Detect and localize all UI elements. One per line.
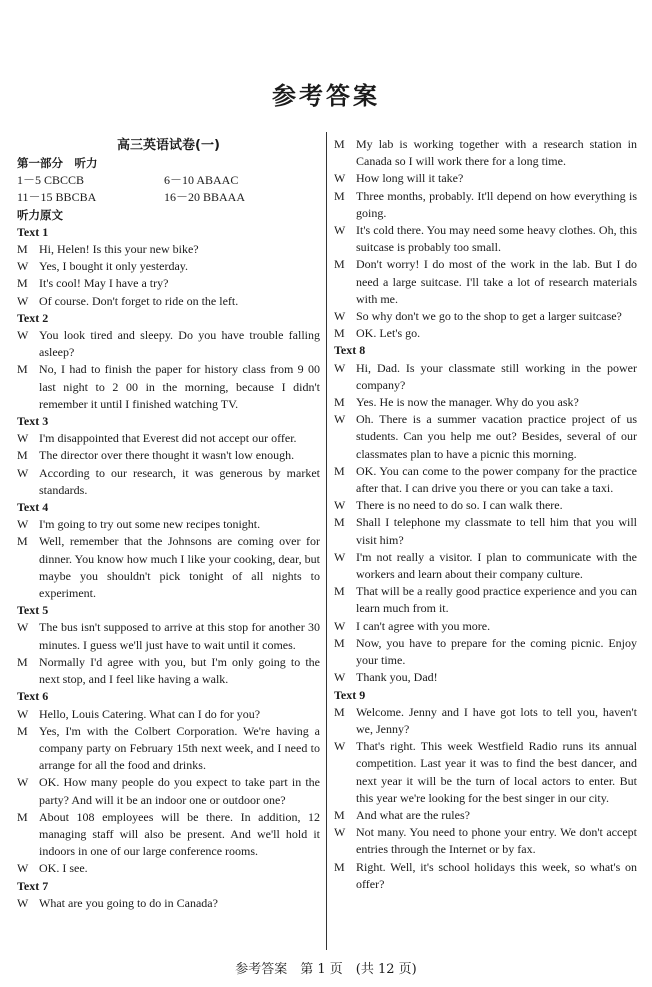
utterance-text: I'm not really a visitor. I plan to communicate with the workers and learn about their company culture. — [356, 549, 637, 582]
utterance-text: That will be a really good practice experience and you can learn much from it. — [356, 584, 637, 616]
speaker-label: W — [334, 739, 346, 754]
dialogue-line — [17, 619, 320, 653]
dialogue-line — [334, 859, 637, 893]
utterance-text: OK. Let's go. — [356, 326, 421, 341]
dialogue-line — [17, 723, 320, 775]
speaker-label: W — [17, 620, 29, 635]
dialogue-line — [334, 704, 637, 738]
speaker-label: M — [334, 635, 345, 650]
transcript-block — [17, 499, 320, 602]
dialogue-line — [334, 222, 637, 256]
utterance-text: How long will it take? — [356, 171, 464, 186]
speaker-label: W — [334, 618, 346, 633]
utterance-text: Hi, Dad. Is your classmate still working in the power company? — [356, 360, 637, 392]
text-label: Text 4 — [17, 500, 49, 515]
section-title: 高三英语试卷(一) — [117, 138, 220, 153]
dialogue-line — [334, 497, 637, 514]
utterance-text: Thank you, Dad! — [356, 670, 438, 685]
dialogue-line — [17, 706, 320, 723]
speaker-label: W — [17, 895, 29, 910]
utterance-text: No, I had to finish the paper for history class from 9 00 last night to 2 00 in the morning, because I didn't remember it until I finished watching TV. — [39, 362, 320, 411]
speaker-label: M — [17, 809, 28, 824]
page-title: 参考答案 — [272, 82, 380, 110]
speaker-label: M — [17, 723, 28, 738]
dialogue-line — [17, 465, 320, 499]
speaker-label: M — [17, 534, 28, 549]
utterance-text: My lab is working together with a research station in Canada so I will work there for a long time. — [356, 137, 637, 169]
text-label: Text 1 — [17, 224, 49, 239]
dialogue-line — [17, 258, 320, 275]
speaker-label: W — [17, 517, 29, 532]
dialogue-line — [17, 361, 320, 413]
dialogue-line — [17, 447, 320, 464]
utterance-text: Well, remember that the Johnsons are coming over for dinner. You know how much I like your cooking, dear, but maybe you shouldn't pick tonight of all nights to experiment. — [39, 534, 320, 601]
utterance-text: Welcome. Jenny and I have got lots to tell you, haven't we, Jenny? — [356, 704, 637, 736]
dialogue-line — [334, 514, 637, 548]
utterance-text: I'm disappointed that Everest did not accept our offer. — [39, 431, 297, 446]
speaker-label: M — [334, 137, 345, 151]
dialogue-line — [334, 824, 637, 858]
speaker-label: W — [17, 431, 29, 446]
text-label: Text 6 — [17, 689, 49, 704]
speaker-label: M — [17, 276, 28, 291]
text-label: Text 9 — [334, 687, 366, 702]
utterance-text: I can't agree with you more. — [356, 618, 491, 633]
utterance-text: Now, you have to prepare for the coming picnic. Enjoy your time. — [356, 635, 637, 668]
dialogue-line — [334, 463, 637, 497]
utterance-text: Right. Well, it's school holidays this week, so what's on offer? — [356, 859, 637, 891]
column-divider — [326, 132, 327, 950]
utterance-text: OK. You can come to the power company for the practice after that. I can drive you there or you can take a taxi. — [356, 463, 637, 496]
utterance-text: About 108 employees will be there. In addition, 12 managing staff will also be present. And we'll hold it indoors in one of our large conference rooms. — [39, 809, 320, 859]
speaker-label: W — [334, 223, 346, 238]
speaker-label: W — [17, 293, 29, 308]
speaker-label: W — [334, 309, 346, 324]
dialogue-line — [334, 807, 637, 824]
utterance-text: Yes. He is now the manager. Why do you ask? — [356, 395, 579, 410]
dialogue-line — [334, 325, 637, 342]
answer-group: 16－20 BBAAA — [164, 190, 246, 205]
text-label: Text 5 — [17, 603, 49, 618]
utterance-text: That's right. This week Westfield Radio runs its annual competition. Last year it was to find the best dancer, and next year it will be the turn of local actors to enter. But this year we're looking for the best singer in our city. — [356, 739, 637, 805]
text-label: Text 3 — [17, 414, 49, 429]
left-transcripts — [17, 224, 320, 912]
text-label: Text 2 — [17, 310, 49, 325]
dialogue-line — [334, 170, 637, 187]
speaker-label: W — [334, 498, 346, 513]
utterance-text: Hello, Louis Catering. What can I do for you? — [39, 706, 261, 721]
speaker-label: M — [334, 584, 345, 599]
dialogue-line — [334, 394, 637, 411]
dialogue-line — [17, 860, 320, 877]
answer-key — [17, 172, 320, 206]
utterance-text: Of course. Don't forget to ride on the left. — [39, 293, 239, 308]
right-transcripts — [334, 342, 637, 893]
speaker-label: W — [334, 825, 346, 840]
utterance-text: It's cold there. You may need some heavy clothes. Oh, this suitcase is probably too small. — [356, 223, 637, 255]
speaker-label: M — [334, 463, 345, 478]
speaker-label: M — [334, 395, 345, 410]
dialogue-line — [17, 533, 320, 602]
dialogue-line — [334, 360, 637, 394]
dialogue-line — [17, 516, 320, 533]
utterance-text: What are you going to do in Canada? — [39, 895, 218, 910]
speaker-label: W — [334, 171, 346, 186]
transcript-block — [17, 413, 320, 499]
right-column — [334, 136, 637, 893]
speaker-label: M — [17, 654, 28, 669]
transcript-label: 听力原文 — [17, 207, 63, 222]
answer-group: 11－15 BBCBA — [17, 190, 97, 205]
utterance-text: According to our research, it was generous by market standards. — [39, 465, 320, 497]
speaker-label: M — [334, 257, 345, 272]
dialogue-line — [334, 738, 637, 807]
utterance-text: OK. I see. — [39, 861, 88, 876]
dialogue-line — [334, 583, 637, 617]
speaker-label: M — [334, 515, 345, 530]
speaker-label: M — [334, 807, 345, 822]
dialogue-line — [334, 136, 637, 170]
speaker-label: M — [334, 859, 345, 874]
dialogue-line — [17, 293, 320, 310]
speaker-label: W — [334, 670, 346, 685]
speaker-label: W — [334, 360, 346, 375]
utterance-text: OK. How many people do you expect to take part in the party? And will it be an indoor one or outdoor one? — [39, 775, 320, 807]
dialogue-line — [17, 654, 320, 688]
dialogue-line — [334, 549, 637, 583]
utterance-text: Hi, Helen! Is this your new bike? — [39, 242, 199, 257]
utterance-text: So why don't we go to the shop to get a larger suitcase? — [356, 309, 622, 324]
utterance-text: And what are the rules? — [356, 807, 470, 822]
transcript-block — [17, 688, 320, 877]
dialogue-line — [17, 774, 320, 808]
part-label: 第一部分 听力 — [17, 156, 98, 170]
transcript-block — [17, 602, 320, 688]
speaker-label: W — [17, 259, 29, 274]
left-column — [17, 136, 320, 912]
answer-group: 6－10 ABAAC — [164, 173, 239, 188]
utterance-text: Three months, probably. It'll depend on how everything is going. — [356, 188, 637, 220]
utterance-text: Normally I'd agree with you, but I'm only going to the next stop, and I feel like having a walk. — [39, 654, 320, 687]
utterance-text: Not many. You need to phone your entry. We don't accept entries through the Internet or by fax. — [356, 825, 637, 857]
speaker-label: M — [17, 448, 28, 463]
speaker-label: W — [17, 465, 29, 480]
transcript-block — [17, 224, 320, 310]
utterance-text: Yes, I'm with the Colbert Corporation. We're having a company party on February 15th next week, and I need to arrange for all the food and drinks. — [39, 723, 320, 773]
transcript-block — [334, 342, 637, 686]
text-label: Text 8 — [334, 343, 366, 358]
utterance-text: The bus isn't supposed to arrive at this stop for another 30 minutes. I guess we'll just have to wait until it comes. — [39, 620, 320, 652]
utterance-text: Oh. There is a summer vacation practice project of us students. Can you help me out? Besides, several of our classmates plan to have a picnic this morning. — [356, 412, 637, 461]
dialogue-line — [334, 669, 637, 686]
speaker-label: W — [334, 549, 346, 564]
dialogue-line — [334, 308, 637, 325]
dialogue-line — [334, 635, 637, 669]
utterance-text: You look tired and sleepy. Do you have trouble falling asleep? — [39, 328, 320, 360]
speaker-label: M — [334, 188, 345, 203]
dialogue-line — [17, 241, 320, 258]
text-label: Text 7 — [17, 878, 49, 893]
dialogue-line — [17, 275, 320, 292]
speaker-label: M — [17, 242, 28, 257]
transcript-block — [334, 687, 637, 893]
speaker-label: M — [17, 362, 28, 377]
utterance-text: Shall I telephone my classmate to tell him that you will visit him? — [356, 515, 637, 547]
utterance-text: It's cool! May I have a try? — [39, 276, 169, 291]
dialogue-line — [17, 809, 320, 861]
answer-group: 1－5 CBCCB — [17, 173, 85, 188]
speaker-label: M — [334, 704, 345, 719]
speaker-label: W — [334, 412, 346, 427]
speaker-label: W — [17, 775, 29, 790]
utterance-text: The director over there thought it wasn't low enough. — [39, 448, 295, 463]
dialogue-line — [334, 188, 637, 222]
page-footer: 参考答案 第 1 页 (共 12 页) — [235, 962, 417, 977]
dialogue-line — [334, 618, 637, 635]
utterance-text: Don't worry! I do most of the work in the lab. But I do need a large suitcase. I'll take a lot of research materials with me. — [356, 257, 637, 306]
utterance-text: There is no need to do so. I can walk there. — [356, 498, 563, 513]
dialogue-line — [17, 430, 320, 447]
speaker-label: W — [17, 706, 29, 721]
dialogue-line — [334, 256, 637, 308]
utterance-text: I'm going to try out some new recipes tonight. — [39, 517, 261, 532]
transcript-block — [17, 310, 320, 413]
speaker-label: W — [17, 861, 29, 876]
dialogue-line — [334, 411, 637, 463]
utterance-text: Yes, I bought it only yesterday. — [39, 259, 188, 274]
speaker-label: W — [17, 328, 29, 343]
dialogue-line — [17, 895, 320, 912]
transcript-block — [17, 878, 320, 912]
text7-continued — [334, 136, 637, 342]
dialogue-line — [17, 327, 320, 361]
speaker-label: M — [334, 326, 345, 341]
